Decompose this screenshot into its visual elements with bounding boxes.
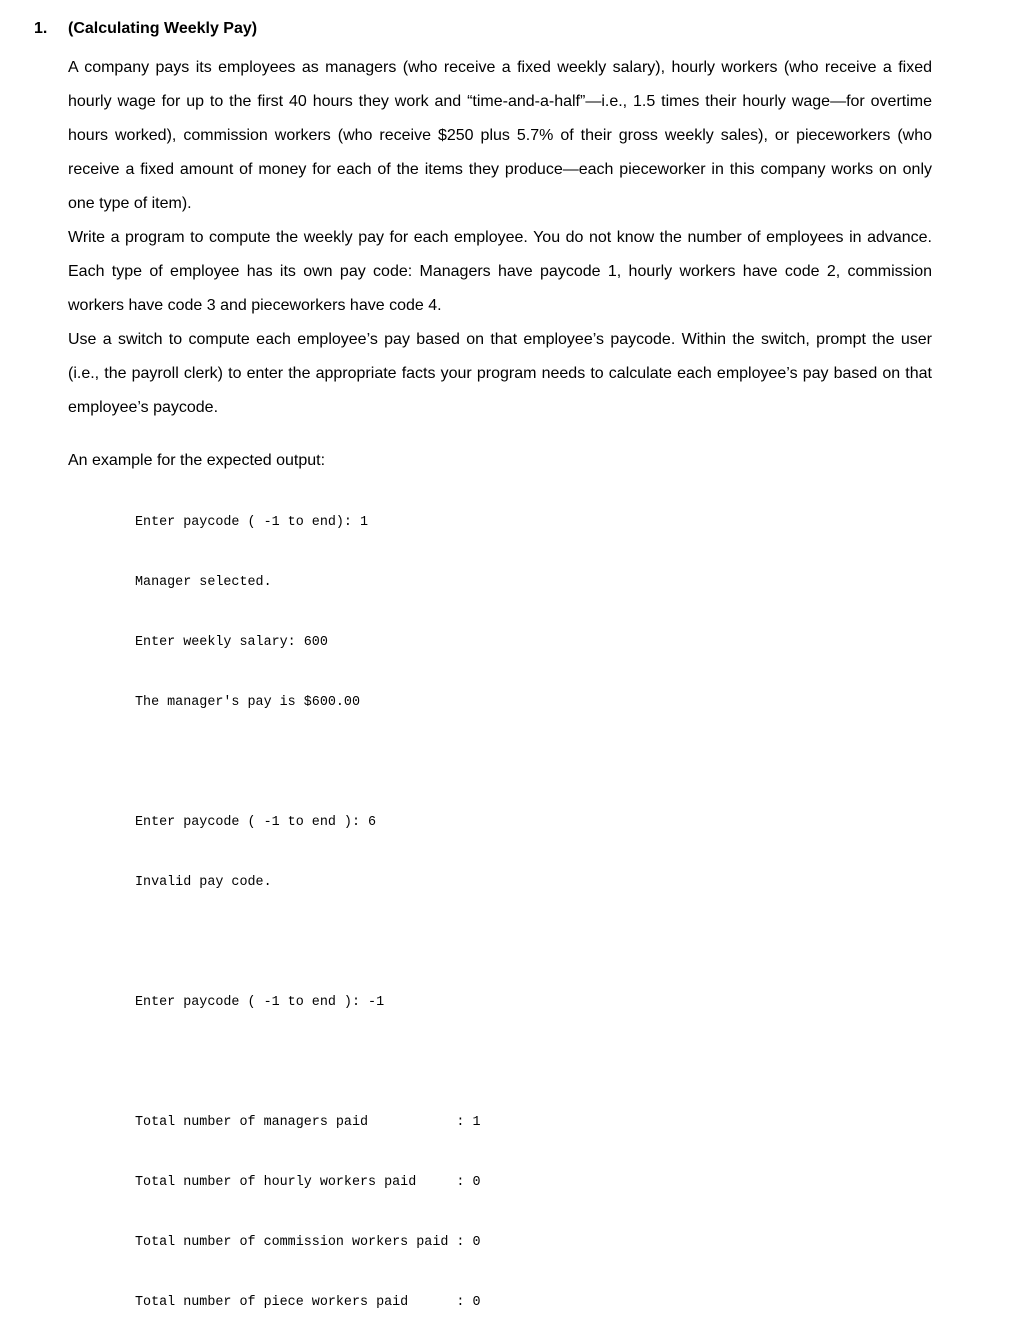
console-line: Enter paycode ( -1 to end ): 6 bbox=[135, 815, 377, 830]
console-blank-line bbox=[135, 1053, 481, 1073]
console-line: Invalid pay code. bbox=[135, 875, 272, 890]
paragraph-pay-types: A company pays its employees as managers (who receive a fixed weekly salary), hourly workers (who receive a fixed hourly wage for up to the first 40 hours they work and “time-and-a-half”—i.e., 1.5 times their hourly wage—for overtime hours worked), commission workers (who receive $250 plus 5.7% of their gross weekly sales), or pieceworkers (who receive a fixed amount of money for each of the items they produce—each pieceworker in this company works on only one type of item). bbox=[68, 59, 932, 212]
console-line: The manager's pay is $600.00 bbox=[135, 695, 360, 710]
question-title: (Calculating Weekly Pay) bbox=[68, 20, 258, 37]
question-number: 1. bbox=[34, 20, 48, 37]
paragraph-switch-instructions: Use a switch to compute each employee’s pay based on that employee’s paycode. Within the switch, prompt the user (i.e., the payroll clerk) to enter the appropriate facts your program needs to calculate each employee’s pay based on that employee’s paycode. bbox=[68, 331, 932, 416]
console-blank-line bbox=[135, 753, 481, 773]
example-output-label: An example for the expected output: bbox=[68, 452, 326, 469]
console-total-line: Total number of managers paid : 1 bbox=[135, 1115, 481, 1130]
console-line: Manager selected. bbox=[135, 575, 272, 590]
console-line: Enter paycode ( -1 to end ): -1 bbox=[135, 995, 385, 1010]
console-blank-line bbox=[135, 933, 481, 953]
console-line: Enter weekly salary: 600 bbox=[135, 635, 328, 650]
console-total-line: Total number of hourly workers paid : 0 bbox=[135, 1175, 481, 1190]
console-total-line: Total number of commission workers paid : 0 bbox=[135, 1235, 481, 1250]
console-line: Enter paycode ( -1 to end): 1 bbox=[135, 515, 369, 530]
paragraph-program-task: Write a program to compute the weekly pay for each employee. You do not know the number of employees in advance. Each type of employee has its own pay code: Managers have paycode 1, hourly workers have code 2, commission workers have code 3 and pieceworkers have code 4. bbox=[68, 229, 932, 314]
sample-console-output bbox=[135, 473, 481, 1333]
problem-description bbox=[68, 51, 932, 425]
console-total-line: Total number of piece workers paid : 0 bbox=[135, 1295, 481, 1310]
